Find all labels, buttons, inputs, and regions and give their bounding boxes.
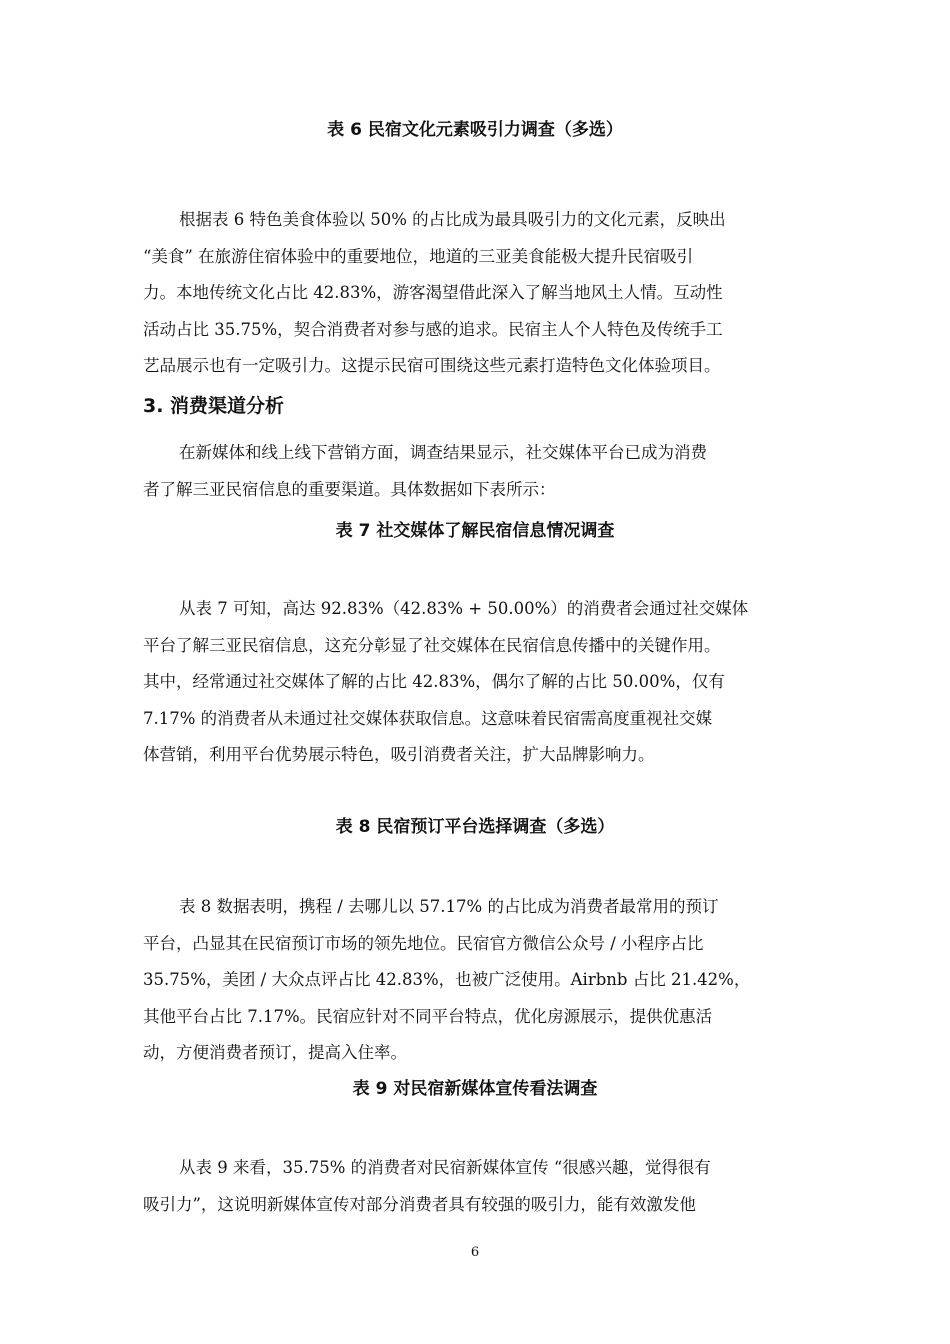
text-line: 力。本地传统文化占比 42.83%，游客渴望借此深入了解当地风土人情。互动性 [143, 283, 723, 302]
text-line: 其他平台占比 7.17%。民宿应针对不同平台特点，优化房源展示，提供优惠活 [143, 1006, 713, 1026]
text-line: 活动占比 35.75%，契合消费者对参与感的追求。民宿主人个人特色及传统手工 [143, 319, 723, 339]
text-line: 7.17% 的消费者从未通过社交媒体获取信息。这意味着民宿需高度重视社交媒 [143, 708, 713, 728]
text-line: 艺品展示也有一定吸引力。这提示民宿可围绕这些元素打造特色文化体验项目。 [143, 356, 721, 375]
text-line: 从表 9 来看，35.75% 的消费者对民宿新媒体宣传 “很感兴趣，觉得很有 [179, 1158, 711, 1177]
text-line: 其中，经常通过社交媒体了解的占比 42.83%，偶尔了解的占比 50.00%，仅有 [143, 672, 725, 691]
table-8-caption: 表 8 民宿预订平台选择调查（多选） [335, 817, 615, 837]
page-number: 6 [470, 1245, 480, 1260]
text-line: 动，方便消费者预订，提高入住率。 [143, 1043, 407, 1062]
table-7-caption: 表 7 社交媒体了解民宿信息情况调查 [335, 521, 615, 541]
text-line: 表 8 数据表明，携程 / 去哪儿以 57.17% 的占比成为消费者最常用的预订 [179, 897, 719, 916]
text-line: 吸引力”，这说明新媒体宣传对部分消费者具有较强的吸引力，能有效激发他 [143, 1194, 696, 1214]
text-line: 平台了解三亚民宿信息，这充分彰显了社交媒体在民宿信息传播中的关键作用。 [143, 635, 721, 655]
paragraph-table8-analysis [143, 889, 808, 1072]
text-line: 平台，凸显其在民宿预订市场的领先地位。民宿官方微信公众号 / 小程序占比 [143, 933, 704, 953]
text-line: 从表 7 可知，高达 92.83%（42.83% + 50.00%）的消费者会通过社交媒体 [179, 599, 749, 618]
paragraph-table7-analysis [143, 591, 808, 774]
paragraph-channel-intro [143, 435, 808, 508]
section-heading: 3. 消费渠道分析 [143, 395, 285, 417]
text-line: 体营销，利用平台优势展示特色，吸引消费者关注，扩大品牌影响力。 [143, 745, 655, 764]
table-6-caption: 表 6 民宿文化元素吸引力调查（多选） [327, 120, 623, 140]
text-line: 35.75%，美团 / 大众点评占比 42.83%，也被广泛使用。Airbnb 占比 21.42%， [143, 970, 751, 989]
text-line: 在新媒体和线上线下营销方面，调查结果显示，社交媒体平台已成为消费 [179, 443, 707, 462]
table-9-caption: 表 9 对民宿新媒体宣传看法调查 [352, 1079, 598, 1099]
text-line: 者了解三亚民宿信息的重要渠道。具体数据如下表所示： [143, 479, 556, 499]
paragraph-table6-analysis [143, 202, 808, 385]
text-line: 根据表 6 特色美食体验以 50% 的占比成为最具吸引力的文化元素，反映出 [179, 210, 726, 229]
text-line: “美食” 在旅游住宿体验中的重要地位，地道的三亚美食能极大提升民宿吸引 [143, 246, 694, 266]
paragraph-table9-analysis [143, 1150, 808, 1223]
